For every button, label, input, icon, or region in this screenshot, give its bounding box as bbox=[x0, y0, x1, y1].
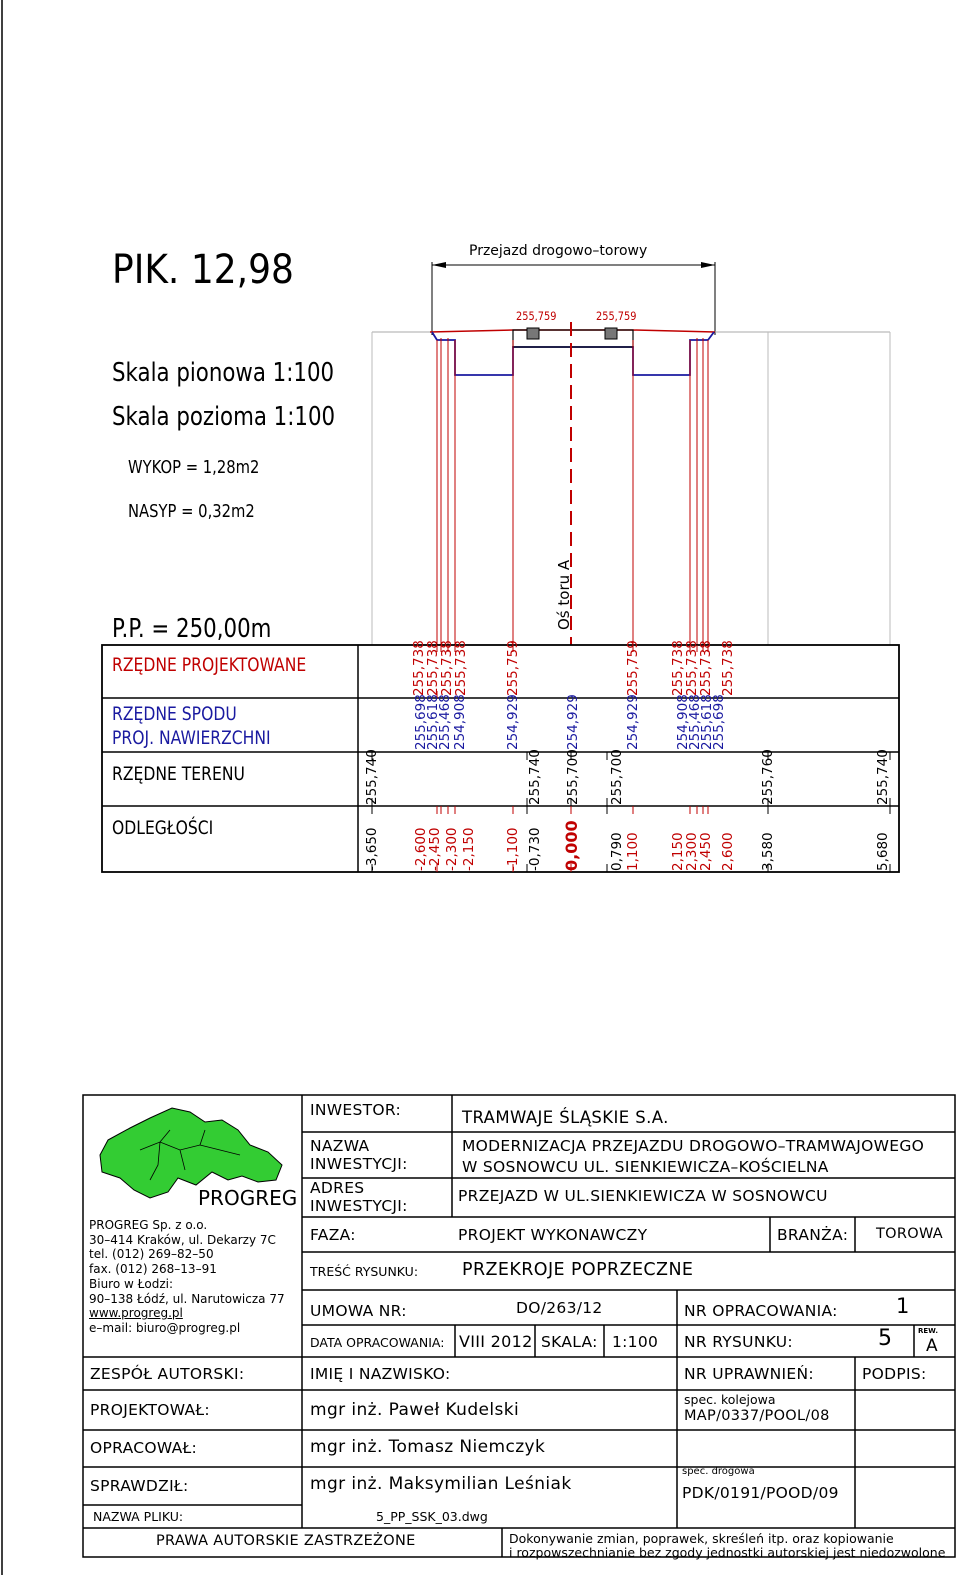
branza-label: BRANŻA: bbox=[777, 1226, 849, 1244]
inwestor-value: TRAMWAJE ŚLĄSKIE S.A. bbox=[462, 1108, 669, 1127]
track-axis-label: Oś toru A bbox=[555, 559, 573, 630]
sprawdzil-label: SPRAWDZIŁ: bbox=[90, 1477, 189, 1495]
email-link[interactable]: e–mail: biuro@progreg.pl bbox=[89, 1320, 241, 1335]
distance-value: 2,450 bbox=[698, 832, 714, 871]
data-value: VIII 2012 bbox=[459, 1332, 533, 1351]
spodu-value: 254,908 bbox=[452, 694, 468, 750]
opracowal-value: mgr inż. Tomasz Niemczyk bbox=[310, 1437, 546, 1457]
proj-value: 255,738 bbox=[720, 640, 736, 696]
adres-label-1: ADRES bbox=[310, 1179, 365, 1197]
distance-value: -3,650 bbox=[364, 827, 380, 871]
skala-label: SKALA: bbox=[541, 1333, 598, 1351]
vertical-scale: Skala pionowa 1:100 bbox=[112, 358, 335, 388]
spodu-value: 255,698 bbox=[711, 694, 727, 750]
nazwa-label-2: INWESTYCJI: bbox=[310, 1155, 408, 1173]
nr-rysunku-label: NR RYSUNKU: bbox=[684, 1333, 793, 1351]
distance-value: 0,000 bbox=[562, 820, 581, 871]
opracowal-label: OPRACOWAŁ: bbox=[90, 1439, 198, 1457]
rail-level-left: 255,759 bbox=[516, 309, 557, 323]
rew-value: A bbox=[926, 1336, 938, 1356]
nasyp-volume: NASYP = 0,32m2 bbox=[128, 501, 255, 522]
tresc-value: PRZEKROJE POPRZECZNE bbox=[462, 1260, 694, 1280]
sprawdzil-value: mgr inż. Maksymilian Leśniak bbox=[310, 1474, 572, 1494]
crossing-label: Przejazd drogowo–torowy bbox=[469, 243, 648, 259]
distance-value: 2,150 bbox=[670, 832, 686, 871]
spec-drogowa-label: spec. drogowa bbox=[682, 1466, 755, 1477]
zespol-label: ZESPÓŁ AUTORSKI: bbox=[90, 1365, 245, 1383]
faza-value: PROJEKT WYKONAWCZY bbox=[458, 1226, 648, 1244]
distance-value: -2,300 bbox=[444, 827, 460, 871]
proj-value: 255,738 bbox=[439, 640, 455, 696]
website-link[interactable]: www.progreg.pl bbox=[89, 1306, 183, 1321]
notice-line-1: Dokonywanie zmian, poprawek, skreśleń itp. oraz kopiowanie bbox=[509, 1531, 894, 1546]
progreg-logo-icon bbox=[100, 1108, 282, 1198]
adres-value: PRZEJAZD W UL.SIENKIEWICZA W SOSNOWCU bbox=[458, 1187, 828, 1205]
teren-value: 255,700 bbox=[565, 749, 581, 805]
proj-value: 255,759 bbox=[505, 640, 521, 696]
pik-title: PIK. 12,98 bbox=[112, 247, 294, 293]
company-info: PROGREG Sp. z o.o. 30–414 Kraków, ul. Dekarzy 7C tel. (012) 269–82–50 fax. (012) 268–13–91 Biuro w Łodzi: 90–138 Łódź, ul. Narutowicza 77 www.progreg.pl e–mail: biuro@progreg.pl bbox=[89, 1218, 285, 1335]
proj-value: 255,738 bbox=[453, 640, 469, 696]
nazwa-pliku-value: 5_PP_SSK_03.dwg bbox=[376, 1509, 488, 1524]
horizontal-scale: Skala pozioma 1:100 bbox=[112, 402, 336, 432]
imie-label: IMIĘ I NAZWISKO: bbox=[310, 1365, 451, 1383]
notice-line-2: i rozpowszechnianie bez zgody jednostki autorskiej jest niedozwolone bbox=[509, 1545, 946, 1560]
teren-value: 255,740 bbox=[875, 749, 891, 805]
spec-kolejowa-value: MAP/0337/POOL/08 bbox=[684, 1408, 830, 1424]
distance-value: -2,450 bbox=[427, 827, 443, 871]
wykop-volume: WYKOP = 1,28m2 bbox=[128, 457, 260, 478]
rail-level-right: 255,759 bbox=[596, 309, 637, 323]
tresc-label: TREŚĆ RYSUNKU: bbox=[310, 1264, 419, 1279]
spodu-value: 255,618 bbox=[425, 694, 441, 750]
podpis-label: PODPIS: bbox=[862, 1365, 927, 1383]
nr-rysunku-value: 5 bbox=[878, 1326, 892, 1351]
nr-uprawnien-label: NR UPRAWNIEŃ: bbox=[684, 1365, 814, 1383]
proj-value: 255,759 bbox=[625, 640, 641, 696]
projektowal-value: mgr inż. Paweł Kudelski bbox=[310, 1400, 520, 1420]
teren-value: 255,760 bbox=[760, 749, 776, 805]
nr-opracowania-value: 1 bbox=[896, 1294, 910, 1318]
data-label: DATA OPRACOWANIA: bbox=[310, 1335, 445, 1350]
skala-value: 1:100 bbox=[612, 1333, 659, 1351]
rew-label: REW. bbox=[918, 1327, 938, 1335]
spodu-value: 255,698 bbox=[413, 694, 429, 750]
umowa-label: UMOWA NR: bbox=[310, 1302, 407, 1320]
nazwa-value-2: W SOSNOWCU UL. SIENKIEWICZA–KOŚCIELNA bbox=[462, 1158, 829, 1176]
adres-label-2: INWESTYCJI: bbox=[310, 1197, 408, 1215]
nazwa-pliku-label: NAZWA PLIKU: bbox=[93, 1509, 184, 1524]
umowa-value: DO/263/12 bbox=[516, 1299, 603, 1317]
spec-kolejowa-label: spec. kolejowa bbox=[684, 1392, 776, 1407]
faza-label: FAZA: bbox=[310, 1226, 356, 1244]
distance-value: -2,150 bbox=[461, 827, 477, 871]
branza-value: TOROWA bbox=[876, 1226, 944, 1242]
spec-drogowa-value: PDK/0191/POOD/09 bbox=[682, 1484, 839, 1502]
spodu-value: 254,908 bbox=[675, 694, 691, 750]
spodu-value: 254,929 bbox=[565, 694, 581, 750]
distance-value: -1,100 bbox=[505, 827, 521, 871]
distance-value: 5,680 bbox=[875, 832, 891, 871]
row-label-odleglosci: ODLEGŁOŚCI bbox=[112, 817, 214, 839]
spodu-value: 254,929 bbox=[505, 694, 521, 750]
teren-value: 255,700 bbox=[609, 749, 625, 805]
row-label-terenu: RZĘDNE TERENU bbox=[112, 763, 245, 785]
proj-value: 255,738 bbox=[684, 640, 700, 696]
spodu-value: 255,468 bbox=[687, 694, 703, 750]
reference-level: P.P. = 250,00m bbox=[112, 614, 272, 644]
nazwa-value-1: MODERNIZACJA PRZEJAZDU DROGOWO–TRAMWAJOWEGO bbox=[462, 1137, 925, 1155]
distance-value: 1,100 bbox=[625, 832, 641, 871]
distance-value: 0,790 bbox=[609, 832, 625, 871]
inwestor-label: INWESTOR: bbox=[310, 1101, 402, 1119]
teren-value: 255,740 bbox=[364, 749, 380, 805]
proj-value: 255,738 bbox=[698, 640, 714, 696]
distance-value: -0,730 bbox=[527, 827, 543, 871]
distance-value: 2,300 bbox=[684, 832, 700, 871]
teren-value: 255,740 bbox=[527, 749, 543, 805]
row-label-projektowane: RZĘDNE PROJEKTOWANE bbox=[112, 654, 307, 676]
copyright-notice: PRAWA AUTORSKIE ZASTRZEŻONE bbox=[156, 1533, 416, 1549]
projektowal-label: PROJEKTOWAŁ: bbox=[90, 1401, 210, 1419]
spodu-value: 255,468 bbox=[437, 694, 453, 750]
nazwa-label-1: NAZWA bbox=[310, 1137, 370, 1155]
distance-value: -2,600 bbox=[413, 827, 429, 871]
spodu-value: 255,618 bbox=[699, 694, 715, 750]
proj-value: 255,738 bbox=[411, 640, 427, 696]
company-name: PROGREG bbox=[198, 1186, 298, 1210]
spodu-value: 254,929 bbox=[625, 694, 641, 750]
row-label-spodu-1: RZĘDNE SPODU bbox=[112, 703, 237, 725]
proj-value: 255,738 bbox=[425, 640, 441, 696]
distance-value: 3,580 bbox=[760, 832, 776, 871]
proj-value: 255,738 bbox=[670, 640, 686, 696]
nr-opracowania-label: NR OPRACOWANIA: bbox=[684, 1302, 838, 1320]
distance-value: 2,600 bbox=[720, 832, 736, 871]
row-label-spodu-2: PROJ. NAWIERZCHNI bbox=[112, 727, 271, 749]
